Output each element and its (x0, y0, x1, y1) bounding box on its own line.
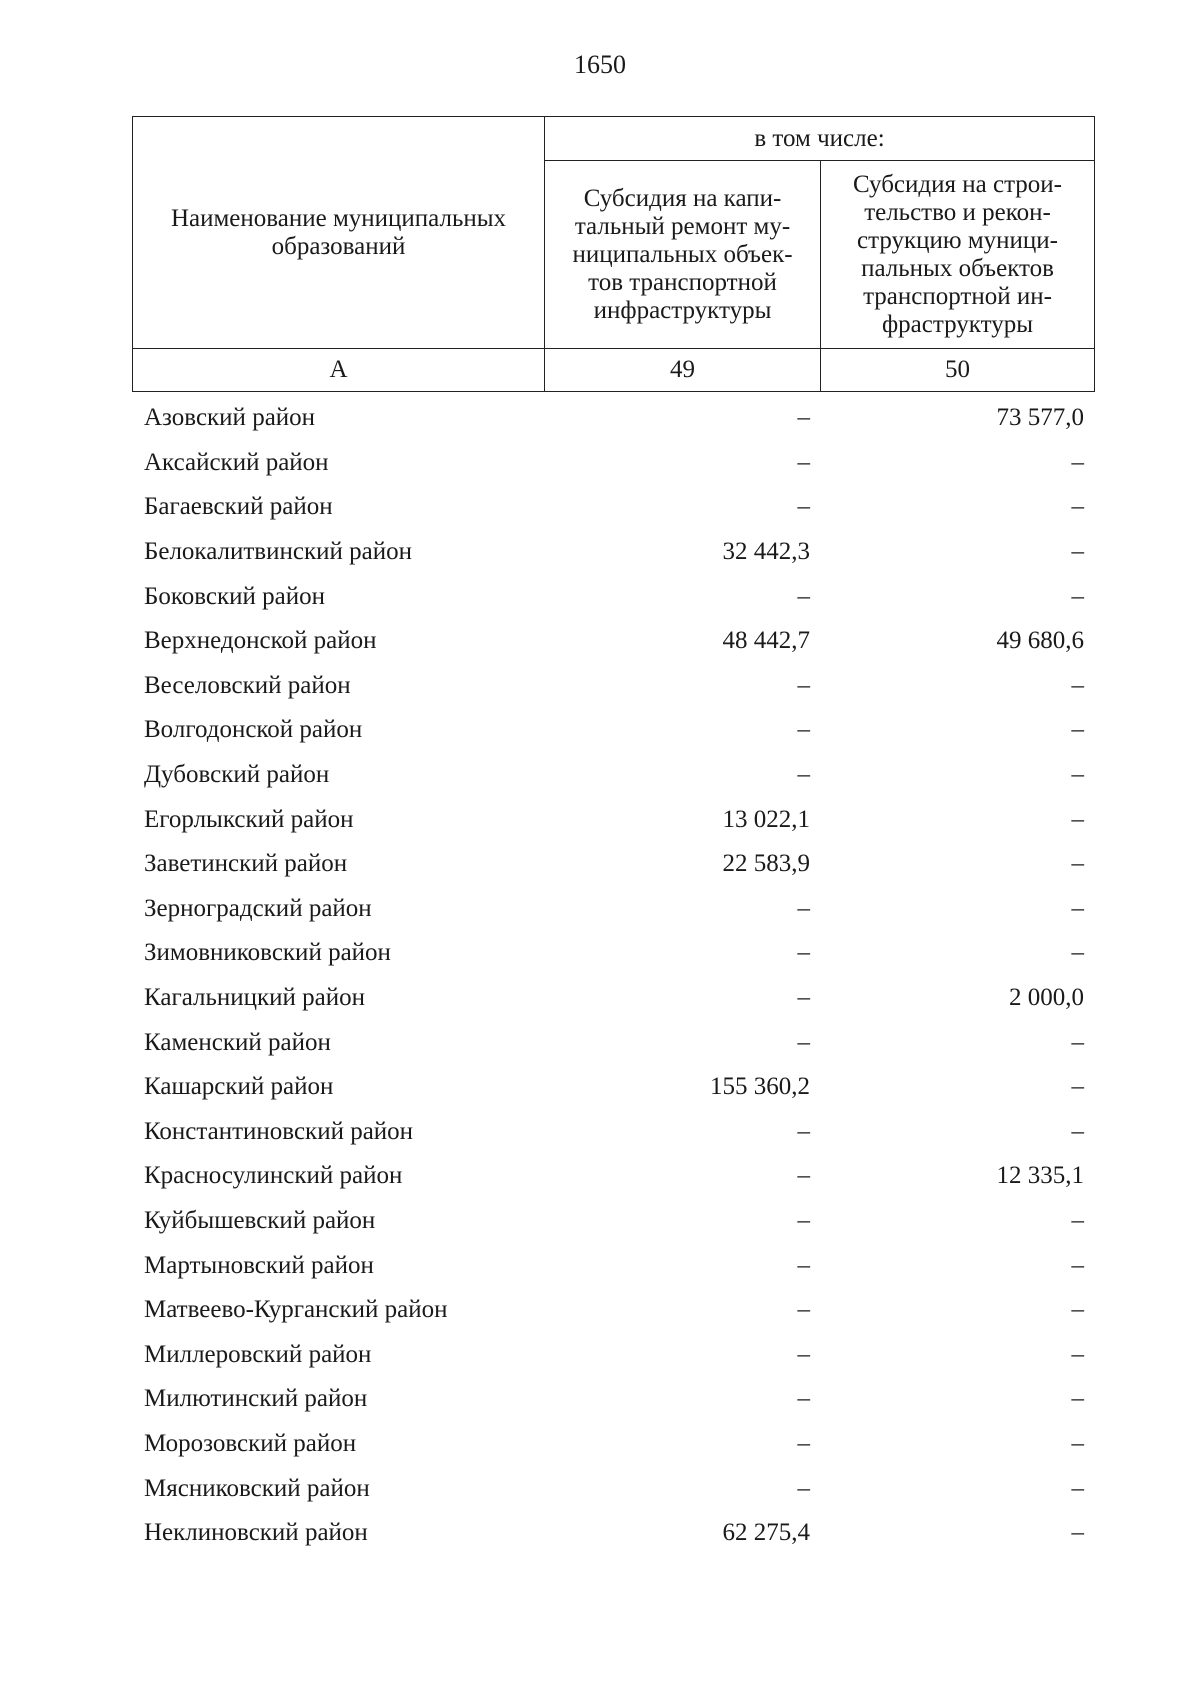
row-value-49: 155 360,2 (710, 1073, 810, 1101)
table-row (132, 441, 1094, 486)
row-value-49: – (797, 761, 810, 789)
table-row (132, 1377, 1094, 1422)
data-rows (132, 396, 1094, 1555)
row-name: Аксайский район (144, 448, 329, 476)
table-header (132, 116, 1095, 392)
row-name: Багаевский район (144, 493, 333, 521)
row-value-50: – (1071, 448, 1084, 476)
row-name: Зимовниковский район (144, 939, 391, 967)
table-row (132, 842, 1094, 887)
row-value-50: – (1071, 1340, 1084, 1368)
row-value-49: – (797, 1117, 810, 1145)
table-row (132, 619, 1094, 664)
row-value-50: 2 000,0 (1009, 984, 1084, 1012)
row-value-49: 62 275,4 (722, 1519, 810, 1547)
header-name-column: Наименование муниципальных образований (133, 117, 545, 349)
row-value-50: 49 680,6 (996, 627, 1084, 655)
header-col-50: Субсидия на строи- тельство и рекон- струкцию муници- пальных объектов транспортной ин- фраструктуры (821, 161, 1095, 349)
row-name: Белокалитвинский район (144, 538, 412, 566)
table-row (132, 976, 1094, 1021)
table-row (132, 753, 1094, 798)
header-num-a: А (133, 349, 545, 392)
table-row (132, 797, 1094, 842)
row-value-49: – (797, 1474, 810, 1502)
row-value-49: – (797, 1385, 810, 1413)
row-value-50: – (1071, 538, 1084, 566)
row-name: Веселовский район (144, 671, 351, 699)
row-value-50: 12 335,1 (996, 1162, 1084, 1190)
row-value-50: – (1071, 1429, 1084, 1457)
row-name: Красносулинский район (144, 1162, 403, 1190)
page-number: 1650 (574, 50, 626, 79)
row-name: Куйбышевский район (144, 1206, 376, 1234)
row-value-50: – (1071, 1028, 1084, 1056)
table-row (132, 1199, 1094, 1244)
row-name: Мясниковский район (144, 1474, 370, 1502)
row-value-49: 32 442,3 (722, 538, 810, 566)
row-name: Миллеровский район (144, 1340, 372, 1368)
row-value-50: – (1071, 1474, 1084, 1502)
row-value-50: – (1071, 671, 1084, 699)
row-value-50: – (1071, 761, 1084, 789)
row-name: Верхнедонской район (144, 627, 377, 655)
row-value-50: – (1071, 1073, 1084, 1101)
row-name: Каменский район (144, 1028, 331, 1056)
row-name: Неклиновский район (144, 1519, 368, 1547)
row-name: Милютинский район (144, 1385, 368, 1413)
table-row (132, 664, 1094, 709)
table-row (132, 1020, 1094, 1065)
row-value-49: – (797, 1028, 810, 1056)
table-row (132, 1422, 1094, 1467)
header-col-49: Субсидия на капи- тальный ремонт му- ниципальных объек- тов транспортной инфраструктуры (545, 161, 821, 349)
row-name: Дубовский район (144, 761, 330, 789)
row-value-49: 13 022,1 (722, 805, 810, 833)
row-value-50: – (1071, 939, 1084, 967)
row-value-49: – (797, 984, 810, 1012)
row-value-49: – (797, 1429, 810, 1457)
table-row (132, 1466, 1094, 1511)
row-name: Заветинский район (144, 850, 348, 878)
row-value-50: – (1071, 1385, 1084, 1413)
row-value-49: – (797, 1251, 810, 1279)
row-value-49: – (797, 493, 810, 521)
row-value-49: – (797, 582, 810, 610)
table-row (132, 887, 1094, 932)
row-name: Кагальницкий район (144, 984, 366, 1012)
table-row (132, 1332, 1094, 1377)
table-row (132, 396, 1094, 441)
row-value-50: – (1071, 1296, 1084, 1324)
row-value-49: – (797, 1340, 810, 1368)
table-row (132, 931, 1094, 976)
row-value-50: – (1071, 894, 1084, 922)
table-row (132, 1154, 1094, 1199)
row-value-49: – (797, 1162, 810, 1190)
table-row (132, 530, 1094, 575)
row-value-49: – (797, 939, 810, 967)
table-row (132, 1065, 1094, 1110)
row-value-49: – (797, 448, 810, 476)
row-value-49: – (797, 1296, 810, 1324)
row-value-50: – (1071, 1519, 1084, 1547)
table-row (132, 1511, 1094, 1556)
row-value-49: – (797, 1206, 810, 1234)
row-name: Егорлыкский район (144, 805, 354, 833)
row-value-49: 22 583,9 (722, 850, 810, 878)
table-row (132, 1288, 1094, 1333)
row-name: Матвеево-Курганский район (144, 1296, 448, 1324)
row-value-50: – (1071, 1251, 1084, 1279)
header-num-49: 49 (545, 349, 821, 392)
row-value-50: – (1071, 1206, 1084, 1234)
row-value-50: – (1071, 582, 1084, 610)
table-row (132, 708, 1094, 753)
row-value-50: – (1071, 493, 1084, 521)
row-value-50: – (1071, 1117, 1084, 1145)
data-table (132, 396, 1094, 1555)
row-value-49: – (797, 671, 810, 699)
row-name: Морозовский район (144, 1429, 357, 1457)
row-name: Мартыновский район (144, 1251, 374, 1279)
row-name: Константиновский район (144, 1117, 414, 1145)
row-name: Боковский район (144, 582, 325, 610)
row-value-50: – (1071, 716, 1084, 744)
row-name: Азовский район (144, 404, 316, 432)
row-value-49: – (797, 404, 810, 432)
row-value-50: – (1071, 805, 1084, 833)
row-value-49: – (797, 716, 810, 744)
row-value-50: 73 577,0 (996, 404, 1084, 432)
row-value-50: – (1071, 850, 1084, 878)
table-row (132, 1243, 1094, 1288)
row-value-49: 48 442,7 (722, 627, 810, 655)
table-row (132, 574, 1094, 619)
row-name: Волгодонской район (144, 716, 363, 744)
row-name: Кашарский район (144, 1073, 334, 1101)
table-row (132, 1110, 1094, 1155)
row-value-49: – (797, 894, 810, 922)
header-group-label: в том числе: (545, 117, 1095, 161)
row-name: Зерноградский район (144, 894, 372, 922)
table-row (132, 485, 1094, 530)
header-num-50: 50 (821, 349, 1095, 392)
